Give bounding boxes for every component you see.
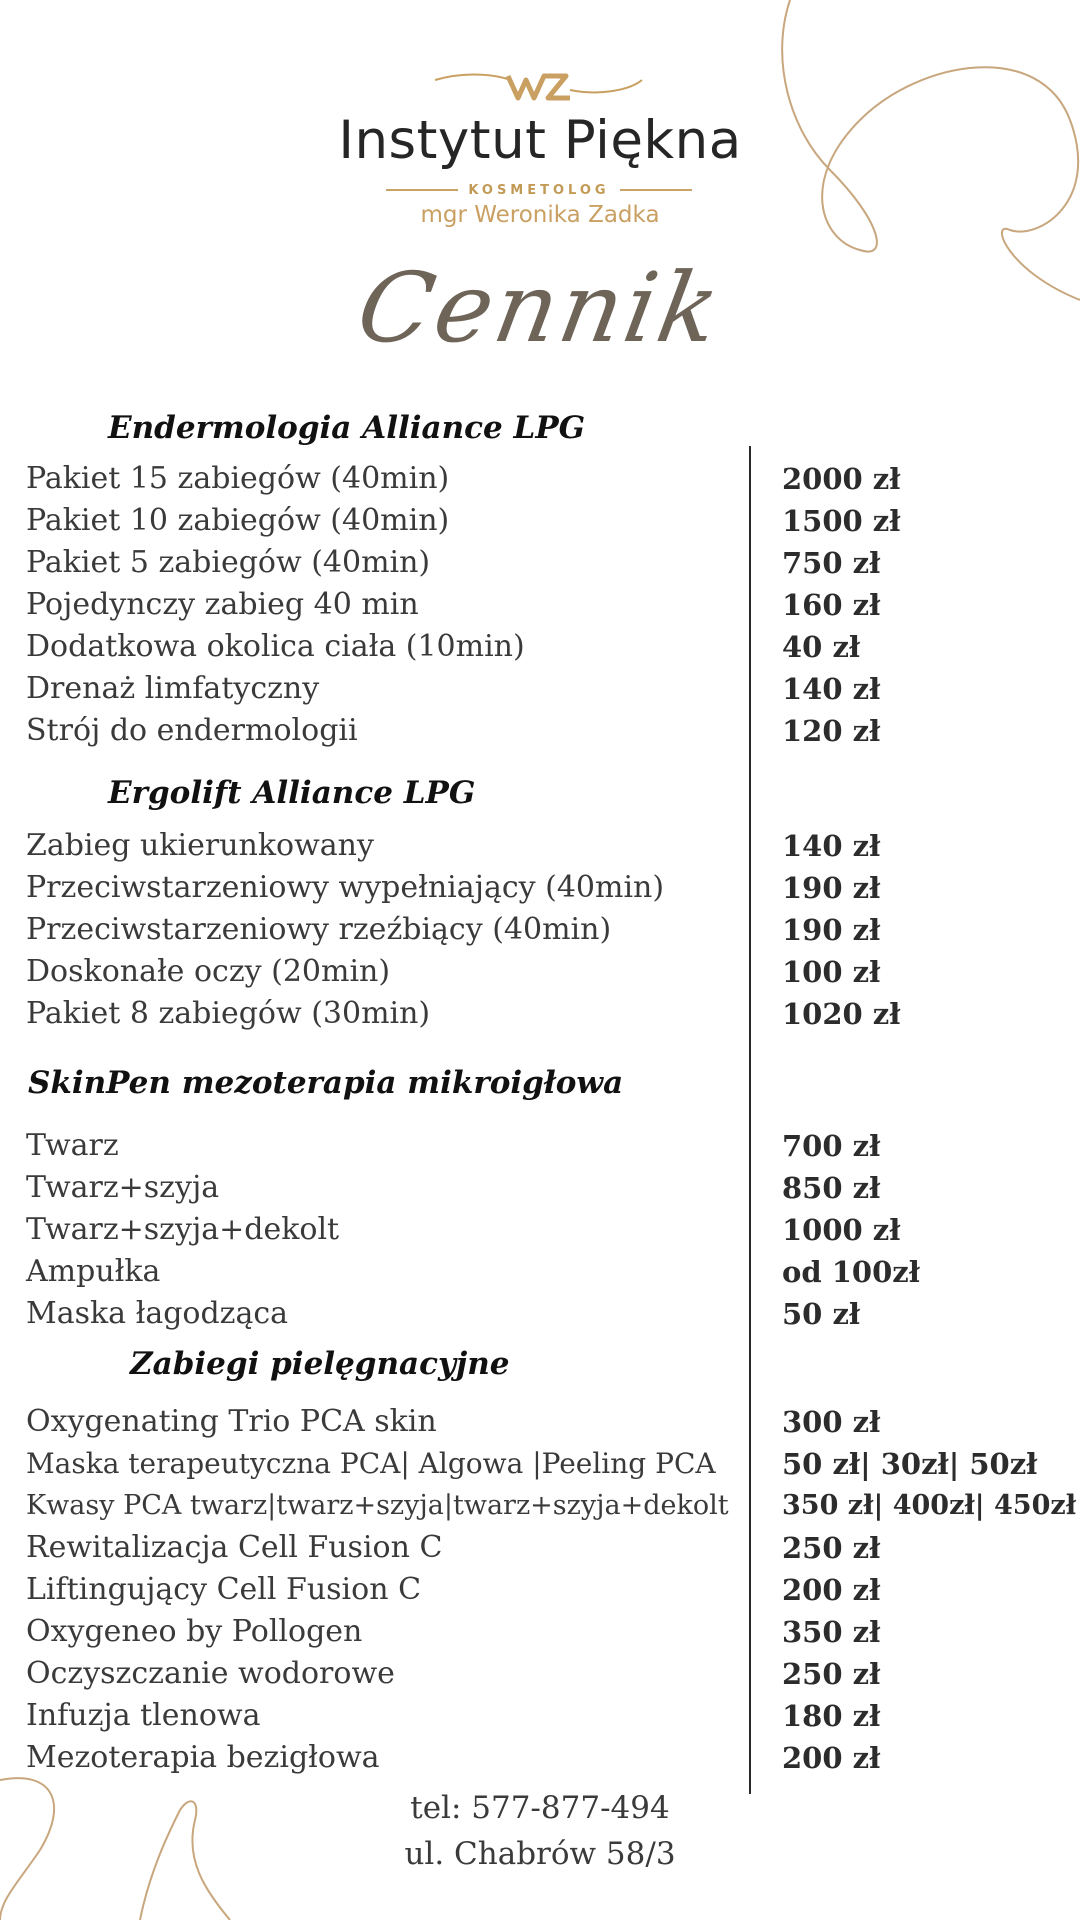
price-row bbox=[0, 626, 1080, 668]
item-price: 50 zł bbox=[782, 1297, 861, 1331]
item-price: 100 zł bbox=[782, 955, 881, 989]
price-row bbox=[0, 1695, 1080, 1737]
section-title: Zabiegi pielęgnacyjne bbox=[130, 1346, 510, 1382]
section-title: SkinPen mezoterapia mikroigłowa bbox=[28, 1065, 624, 1101]
item-name: Zabieg ukierunkowany bbox=[26, 828, 374, 863]
item-name: Oczyszczanie wodorowe bbox=[26, 1656, 395, 1691]
brand-person-name: mgr Weronika Zadka bbox=[420, 202, 660, 228]
item-name: Twarz bbox=[26, 1128, 119, 1163]
divider-line-left bbox=[386, 189, 458, 191]
item-price: 350 zł| 400zł| 450zł bbox=[782, 1490, 1077, 1521]
item-price: 700 zł bbox=[782, 1129, 881, 1163]
price-row bbox=[0, 1293, 1080, 1335]
item-price: 250 zł bbox=[782, 1531, 881, 1565]
price-list bbox=[0, 1401, 1080, 1779]
price-row bbox=[0, 1401, 1080, 1443]
price-row bbox=[0, 668, 1080, 710]
price-row bbox=[0, 584, 1080, 626]
contact-address: ul. Chabrów 58/3 bbox=[404, 1836, 676, 1872]
price-list bbox=[0, 458, 1080, 752]
price-row bbox=[0, 1611, 1080, 1653]
item-name: Przeciwstarzeniowy rzeźbiący (40min) bbox=[26, 912, 612, 947]
item-price: od 100zł bbox=[782, 1255, 920, 1289]
item-name: Pakiet 15 zabiegów (40min) bbox=[26, 461, 450, 496]
price-row bbox=[0, 1569, 1080, 1611]
brand-subtitle: KOSMETOLOG bbox=[468, 182, 610, 198]
item-name: Maska łagodząca bbox=[26, 1296, 289, 1331]
item-name: Twarz+szyja+dekolt bbox=[26, 1212, 340, 1247]
item-price: 180 zł bbox=[782, 1699, 881, 1733]
price-row bbox=[0, 1251, 1080, 1293]
price-row bbox=[0, 1527, 1080, 1569]
item-name: Doskonałe oczy (20min) bbox=[26, 954, 391, 989]
price-list bbox=[0, 1125, 1080, 1335]
brand-subtitle-row bbox=[386, 180, 692, 200]
price-row bbox=[0, 909, 1080, 951]
item-name: Liftingujący Cell Fusion C bbox=[26, 1572, 422, 1607]
price-row bbox=[0, 1167, 1080, 1209]
item-price: 850 zł bbox=[782, 1171, 881, 1205]
wz-monogram-icon bbox=[430, 66, 650, 106]
item-name: Twarz+szyja bbox=[26, 1170, 220, 1205]
item-price: 40 zł bbox=[782, 630, 861, 664]
item-name: Pojedynczy zabieg 40 min bbox=[26, 587, 419, 622]
item-price: 350 zł bbox=[782, 1615, 881, 1649]
price-row bbox=[0, 867, 1080, 909]
price-list bbox=[0, 825, 1080, 1035]
price-row bbox=[0, 1125, 1080, 1167]
item-price: 140 zł bbox=[782, 672, 881, 706]
divider-line-right bbox=[620, 189, 692, 191]
item-price: 200 zł bbox=[782, 1573, 881, 1607]
item-name: Kwasy PCA twarz|twarz+szyja|twarz+szyja+dekolt bbox=[26, 1490, 729, 1521]
price-row bbox=[0, 458, 1080, 500]
item-price: 750 zł bbox=[782, 546, 881, 580]
item-name: Pakiet 8 zabiegów (30min) bbox=[26, 996, 431, 1031]
item-name: Dodatkowa okolica ciała (10min) bbox=[26, 629, 525, 664]
price-row bbox=[0, 500, 1080, 542]
price-row bbox=[0, 1443, 1080, 1485]
price-row bbox=[0, 993, 1080, 1035]
item-price: 120 zł bbox=[782, 714, 881, 748]
price-row bbox=[0, 710, 1080, 752]
price-row bbox=[0, 542, 1080, 584]
item-name: Mezoterapia bezigłowa bbox=[26, 1740, 380, 1775]
contact-phone[interactable]: tel: 577-877-494 bbox=[410, 1790, 670, 1826]
item-name: Drenaż limfatyczny bbox=[26, 671, 320, 706]
price-row bbox=[0, 1485, 1080, 1527]
section-title: Ergolift Alliance LPG bbox=[108, 775, 476, 811]
item-price: 2000 zł bbox=[782, 462, 901, 496]
price-row bbox=[0, 951, 1080, 993]
item-name: Rewitalizacja Cell Fusion C bbox=[26, 1530, 443, 1565]
brand-name: Instytut Piękna bbox=[338, 110, 742, 171]
price-row bbox=[0, 1209, 1080, 1251]
item-name: Przeciwstarzeniowy wypełniający (40min) bbox=[26, 870, 665, 905]
item-price: 190 zł bbox=[782, 913, 881, 947]
item-name: Oxygeneo by Pollogen bbox=[26, 1614, 363, 1649]
item-name: Infuzja tlenowa bbox=[26, 1698, 261, 1733]
item-name: Pakiet 5 zabiegów (40min) bbox=[26, 545, 431, 580]
item-price: 140 zł bbox=[782, 829, 881, 863]
item-price: 300 zł bbox=[782, 1405, 881, 1439]
item-price: 160 zł bbox=[782, 588, 881, 622]
item-name: Maska terapeutyczna PCA| Algowa |Peeling PCA bbox=[26, 1447, 716, 1480]
item-price: 200 zł bbox=[782, 1741, 881, 1775]
item-name: Ampułka bbox=[26, 1254, 161, 1289]
price-row bbox=[0, 825, 1080, 867]
item-price: 250 zł bbox=[782, 1657, 881, 1691]
item-price: 1000 zł bbox=[782, 1213, 901, 1247]
price-row bbox=[0, 1737, 1080, 1779]
page-title: Cennik bbox=[349, 252, 731, 364]
item-name: Oxygenating Trio PCA skin bbox=[26, 1404, 437, 1439]
price-row bbox=[0, 1653, 1080, 1695]
item-price: 1020 zł bbox=[782, 997, 901, 1031]
item-price: 50 zł| 30zł| 50zł bbox=[782, 1447, 1038, 1481]
item-price: 1500 zł bbox=[782, 504, 901, 538]
item-name: Strój do endermologii bbox=[26, 713, 358, 748]
item-price: 190 zł bbox=[782, 871, 881, 905]
item-name: Pakiet 10 zabiegów (40min) bbox=[26, 503, 450, 538]
section-title: Endermologia Alliance LPG bbox=[108, 410, 586, 446]
